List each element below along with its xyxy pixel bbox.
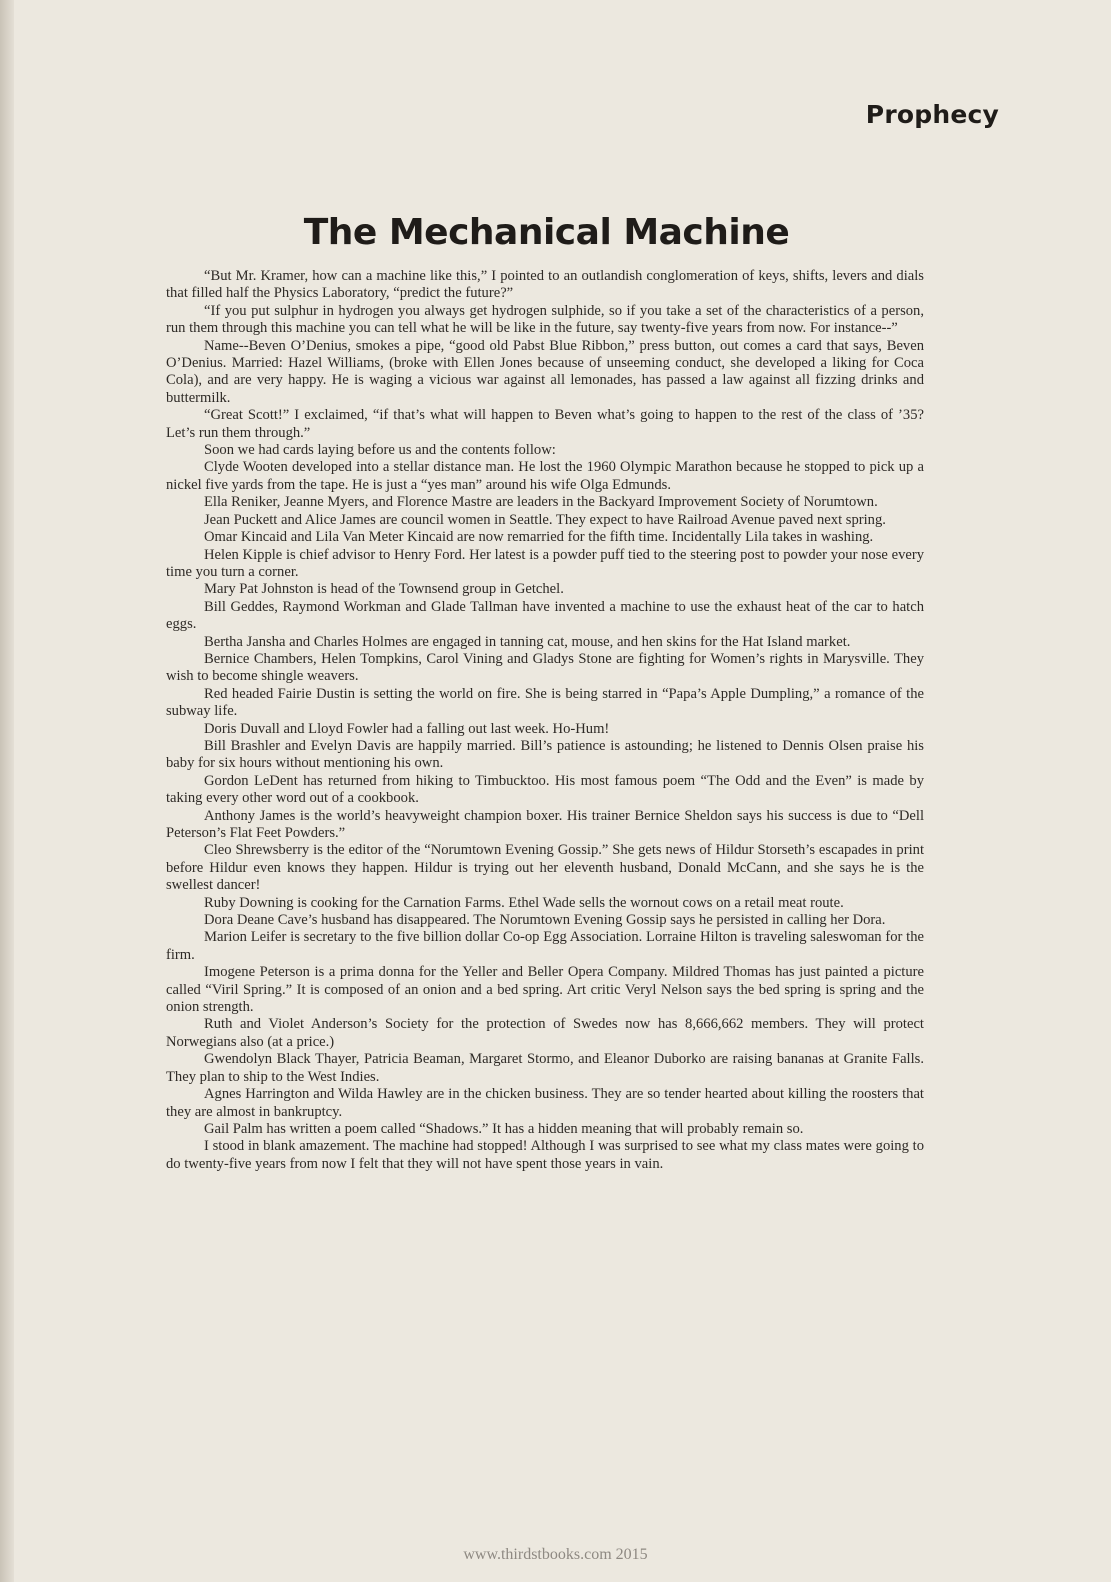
paragraph: Doris Duvall and Lloyd Fowler had a falling out last week. Ho-Hum!	[204, 720, 610, 737]
paragraph: Imogene Peterson is a prima donna for the Yeller and Beller Opera Company. Mildred Thomas has just painted a picture called “Viril Spring.” It is composed of an onion and a bed spring. Art critic Veryl Nelson says the bed spring is spring and the onion strength.	[166, 964, 924, 1016]
paragraph: Marion Leifer is secretary to the five billion dollar Co-op Egg Association. Lorraine Hilton is traveling saleswoman for the firm.	[166, 929, 924, 963]
paragraph: Mary Pat Johnston is head of the Townsend group in Getchel.	[204, 581, 564, 598]
article-title: The Mechanical Machine	[303, 212, 790, 253]
paragraph: Bertha Jansha and Charles Holmes are engaged in tanning cat, mouse, and hen skins for the Hat Island market.	[204, 633, 851, 650]
section-label: Prophecy	[865, 100, 999, 129]
paragraph: Dora Deane Cave’s husband has disappeared. The Norumtown Evening Gossip says he persisted in calling her Dora.	[204, 912, 886, 929]
paragraph: Gordon LeDent has returned from hiking to Timbucktoo. His most famous poem “The Odd and the Even” is made by taking every other word out of a cookbook.	[166, 772, 924, 807]
paragraph: Bill Geddes, Raymond Workman and Glade Tallman have invented a machine to use the exhaust heat of the car to hatch eggs.	[166, 598, 924, 633]
watermark: www.thirdstbooks.com 2015	[463, 1546, 648, 1563]
paragraph: Clyde Wooten developed into a stellar distance man. He lost the 1960 Olympic Marathon because he stopped to pick up a nickel five yards from the tape. He is just a “yes man” around his wife Olga Edmunds.	[166, 459, 924, 493]
paragraph: Ella Reniker, Jeanne Myers, and Florence Mastre are leaders in the Backyard Improvement Society of Norumtown.	[204, 494, 878, 511]
paragraph: Soon we had cards laying before us and the contents follow:	[204, 442, 556, 459]
paragraph: Bernice Chambers, Helen Tompkins, Carol Vining and Gladys Stone are fighting for Women’s rights in Marysville. They wish to become shingle weavers.	[166, 650, 924, 685]
paragraph: Red headed Fairie Dustin is setting the world on fire. She is being starred in “Papa’s Apple Dumpling,” a romance of the subway life.	[166, 685, 924, 720]
paragraph: Gwendolyn Black Thayer, Patricia Beaman, Margaret Stormo, and Eleanor Duborko are raising bananas at Granite Falls. They plan to ship to the West Indies.	[166, 1051, 924, 1085]
paragraph: “Great Scott!” I exclaimed, “if that’s what will happen to Beven what’s going to happen to the rest of the class of ’35? Let’s run them through.”	[166, 407, 924, 441]
paragraph: Name--Beven O’Denius, smokes a pipe, “good old Pabst Blue Ribbon,” press button, out comes a card that says, Beven O’Denius. Married: Hazel Williams, (broke with Ellen Jones because of unseeming conduct, she developed a liking for Coca Cola), and are very happy. He is waging a vicious war against all lemonades, has passed a law against all fizzing drinks and buttermilk.	[166, 337, 924, 406]
paragraph: Agnes Harrington and Wilda Hawley are in the chicken business. They are so tender hearted about killing the roosters that they are almost in bankruptcy.	[166, 1086, 924, 1120]
paragraph: Cleo Shrewsberry is the editor of the “Norumtown Evening Gossip.” She gets news of Hildur Storseth’s escapades in print before Hildur even knows they happen. Hildur is trying out her eleventh husband, Donald McCann, and she says he is the swellest dancer!	[166, 842, 924, 894]
paragraph: Ruth and Violet Anderson’s Society for the protection of Swedes now has 8,666,662 members. They will protect Norwegians also (at a price.)	[166, 1016, 924, 1050]
article-body	[166, 268, 924, 1173]
paragraph: “If you put sulphur in hydrogen you always get hydrogen sulphide, so if you take a set of the characteristics of a person, run them through this machine you can tell what he will be like in the future, say twenty-five years from now. For instance--”	[166, 302, 924, 337]
paragraph: Jean Puckett and Alice James are council women in Seattle. They expect to have Railroad Avenue paved next spring.	[204, 511, 886, 528]
paragraph: Gail Palm has written a poem called “Shadows.” It has a hidden meaning that will probably remain so.	[204, 1120, 804, 1137]
paragraph: Anthony James is the world’s heavyweight champion boxer. His trainer Bernice Sheldon says his success is due to “Dell Peterson’s Flat Feet Powders.”	[166, 807, 924, 841]
paragraph: Bill Brashler and Evelyn Davis are happily married. Bill’s patience is astounding; he listened to Dennis Olsen praise his baby for six hours without mentioning his own.	[166, 737, 924, 772]
paragraph: Omar Kincaid and Lila Van Meter Kincaid are now remarried for the fifth time. Incidentally Lila takes in washing.	[204, 529, 874, 546]
paragraph: Ruby Downing is cooking for the Carnation Farms. Ethel Wade sells the wornout cows on a retail meat route.	[204, 894, 844, 911]
paragraph: Helen Kipple is chief advisor to Henry Ford. Her latest is a powder puff tied to the steering post to powder your nose every time you turn a corner.	[166, 546, 924, 580]
paragraph: “But Mr. Kramer, how can a machine like this,” I pointed to an outlandish conglomeration of keys, shifts, levers and dials that filled half the Physics Laboratory, “predict the future?”	[166, 268, 924, 302]
paragraph: I stood in blank amazement. The machine had stopped! Although I was surprised to see what my class mates were going to do twenty-five years from now I felt that they will not have spent those years in vain.	[166, 1138, 924, 1172]
